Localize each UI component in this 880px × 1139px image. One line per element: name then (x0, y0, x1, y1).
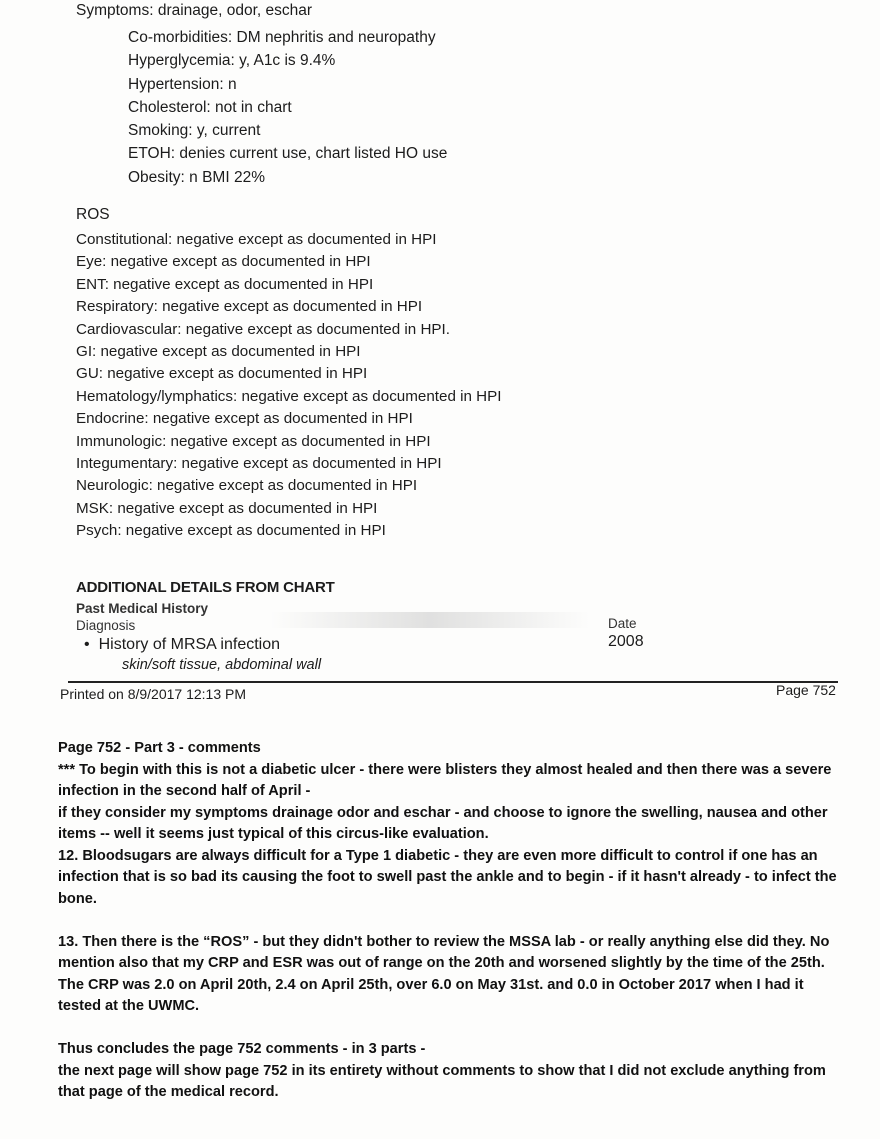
additional-details-heading: ADDITIONAL DETAILS FROM CHART (76, 579, 335, 596)
printed-timestamp: Printed on 8/9/2017 12:13 PM (60, 686, 247, 702)
comment-paragraph: 13. Then there is the “ROS” - but they didn't bother to review the MSSA lab - or really anything else did they. No mention also that my CRP and ESR was out of range on the 20th and worsened slightly by the time of the 25th. (58, 933, 830, 971)
comment-paragraph: The CRP was 2.0 on April 20th, 2.4 on April 25th, over 6.0 on May 31st. and 0.0 in October 2017 when I had it tested at the UWMC. (58, 976, 804, 1014)
risk-factor-item: Obesity: n BMI 22% (128, 168, 265, 186)
ros-item: Constitutional: negative except as documented in HPI (76, 231, 437, 248)
ros-item: GI: negative except as documented in HPI (76, 342, 361, 360)
risk-factor-list (128, 26, 447, 189)
patient-comments (58, 738, 848, 1104)
date-column-label: Date (608, 616, 637, 631)
ros-list (76, 229, 501, 542)
comment-paragraph: *** To begin with this is not a diabetic ulcer - there were blisters they almost healed and then there was a severe infection in the second half of April - (58, 761, 832, 799)
ros-item: GU: negative except as documented in HPI (76, 365, 368, 383)
comment-paragraph: the next page will show page 752 in its entirety without comments to show that I did not exclude anything from that page of the medical record. (58, 1062, 826, 1100)
ros-item: Neurologic: negative except as documented in HPI (76, 477, 418, 495)
comments-title: Page 752 - Part 3 - comments (58, 740, 261, 756)
ros-item: Endocrine: negative except as documented in HPI (76, 410, 413, 428)
ros-item: Eye: negative except as documented in HPI (76, 253, 371, 271)
ros-item: Integumentary: negative except as documented in HPI (76, 454, 442, 472)
ros-item: Hematology/lymphatics: negative except as documented in HPI (76, 387, 502, 405)
diagnosis-detail: skin/soft tissue, abdominal wall (122, 657, 322, 673)
risk-factor-item: Co-morbidities: DM nephritis and neuropathy (128, 29, 436, 46)
symptoms-line: Symptoms: drainage, odor, eschar (76, 2, 313, 19)
risk-factor-item: Cholesterol: not in chart (128, 98, 292, 116)
paragraph-gap (58, 1018, 848, 1040)
scan-smudge (270, 612, 590, 628)
ros-item: MSK: negative except as documented in HPI (76, 499, 378, 517)
comment-paragraph: Thus concludes the page 752 comments - in 3 parts - (58, 1041, 426, 1057)
ros-item: ENT: negative except as documented in HPI (76, 275, 374, 293)
comment-paragraph: if they consider my symptoms drainage odor and eschar - and choose to ignore the swelling, nausea and other items -- well it seems just typical of this circus-like evaluation. (58, 804, 828, 842)
paragraph-gap (58, 910, 848, 932)
diagnosis-column-label: Diagnosis (76, 618, 136, 633)
ros-heading: ROS (76, 206, 110, 223)
risk-factor-item: Smoking: y, current (128, 122, 261, 140)
ros-item: Cardiovascular: negative except as documented in HPI. (76, 320, 450, 338)
risk-factor-item: ETOH: denies current use, chart listed HO use (128, 145, 448, 163)
bullet-icon: • (84, 636, 90, 653)
risk-factor-item: Hyperglycemia: y, A1c is 9.4% (128, 52, 336, 70)
diagnosis-entry (84, 636, 280, 654)
past-medical-history-heading: Past Medical History (76, 601, 209, 616)
diagnosis-date: 2008 (608, 633, 644, 650)
risk-factor-item: Hypertension: n (128, 75, 237, 93)
diagnosis-name: History of MRSA infection (98, 636, 281, 653)
ros-item: Psych: negative except as documented in HPI (76, 522, 386, 540)
page-number: Page 752 (776, 682, 836, 698)
ros-item: Immunologic: negative except as documented in HPI (76, 432, 431, 450)
footer-divider (68, 681, 838, 683)
comment-paragraph: 12. Bloodsugars are always difficult for a Type 1 diabetic - they are even more difficult to control if one has an infection that is so bad its causing the foot to swell past the ankle and to begin - if it hasn't already - to infect the bone. (58, 847, 837, 907)
ros-item: Respiratory: negative except as documented in HPI (76, 298, 423, 316)
